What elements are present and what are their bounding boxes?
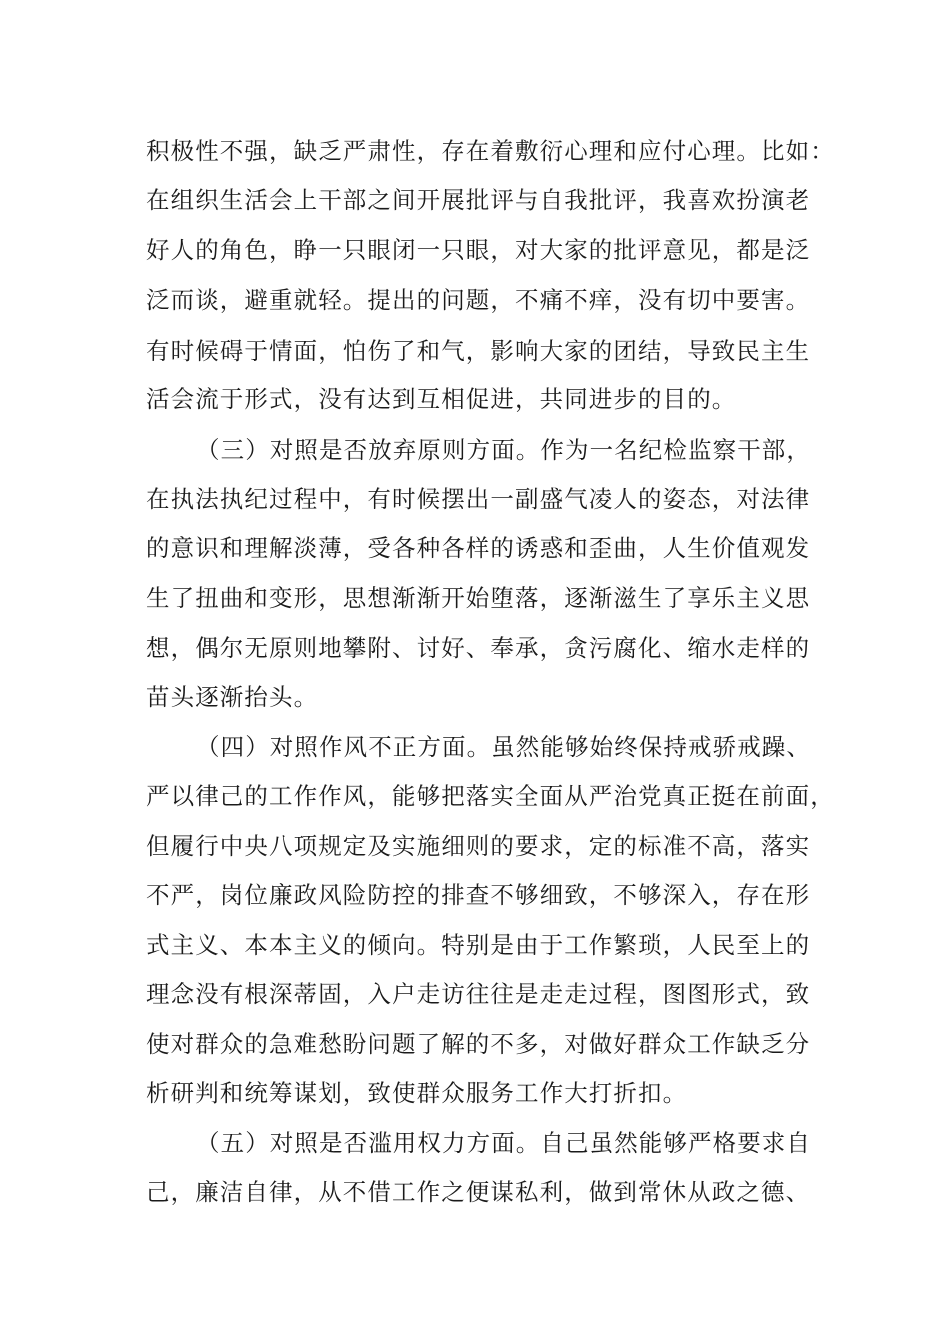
body-text-line: 的意识和理解淡薄，受各种各样的诱惑和歪曲，人生价值观发 bbox=[146, 534, 811, 562]
body-text-line: 严以律己的工作作风，能够把落实全面从严治党真正挺在前面， bbox=[146, 782, 835, 810]
section-heading-line: （四）对照作风不正方面。虽然能够始终保持戒骄戒躁、 bbox=[196, 733, 811, 761]
body-text-line: 苗头逐渐抬头。 bbox=[146, 683, 319, 711]
body-text-line: 有时候碍于情面，怕伤了和气，影响大家的团结，导致民主生 bbox=[146, 337, 811, 365]
body-text-line: 积极性不强，缺乏严肃性，存在着敷衍心理和应付心理。比如： bbox=[146, 137, 835, 165]
body-text-line: 活会流于形式，没有达到互相促进，共同进步的目的。 bbox=[146, 385, 737, 413]
body-text-line: 不严，岗位廉政风险防控的排查不够细致，不够深入，存在形 bbox=[146, 881, 811, 909]
body-text-line: 好人的角色，睁一只眼闭一只眼，对大家的批评意见，都是泛 bbox=[146, 236, 811, 264]
body-text-line: 泛而谈，避重就轻。提出的问题，不痛不痒，没有切中要害。 bbox=[146, 286, 811, 314]
body-text-line: 析研判和统筹谋划，致使群众服务工作大打折扣。 bbox=[146, 1079, 688, 1107]
body-text-line: 理念没有根深蒂固，入户走访往往是走走过程，图图形式，致 bbox=[146, 980, 811, 1008]
section-heading-line: （三）对照是否放弃原则方面。作为一名纪检监察干部， bbox=[196, 436, 811, 464]
body-text-line: 但履行中央八项规定及实施细则的要求，定的标准不高，落实 bbox=[146, 832, 811, 860]
body-text-line: 生了扭曲和变形，思想渐渐开始堕落，逐渐滋生了享乐主义思 bbox=[146, 584, 811, 612]
body-text-line: 己，廉洁自律，从不借工作之便谋私利，做到常休从政之德、 bbox=[146, 1178, 811, 1206]
body-text-line: 式主义、本本主义的倾向。特别是由于工作繁琐，人民至上的 bbox=[146, 931, 811, 959]
body-text-line: 在组织生活会上干部之间开展批评与自我批评，我喜欢扮演老 bbox=[146, 186, 811, 214]
body-text-line: 在执法执纪过程中，有时候摆出一副盛气凌人的姿态，对法律 bbox=[146, 485, 811, 513]
section-heading-line: （五）对照是否滥用权力方面。自己虽然能够严格要求自 bbox=[196, 1129, 811, 1157]
body-text-line: 使对群众的急难愁盼问题了解的不多，对做好群众工作缺乏分 bbox=[146, 1030, 811, 1058]
body-text-line: 想，偶尔无原则地攀附、讨好、奉承，贪污腐化、缩水走样的 bbox=[146, 634, 811, 662]
